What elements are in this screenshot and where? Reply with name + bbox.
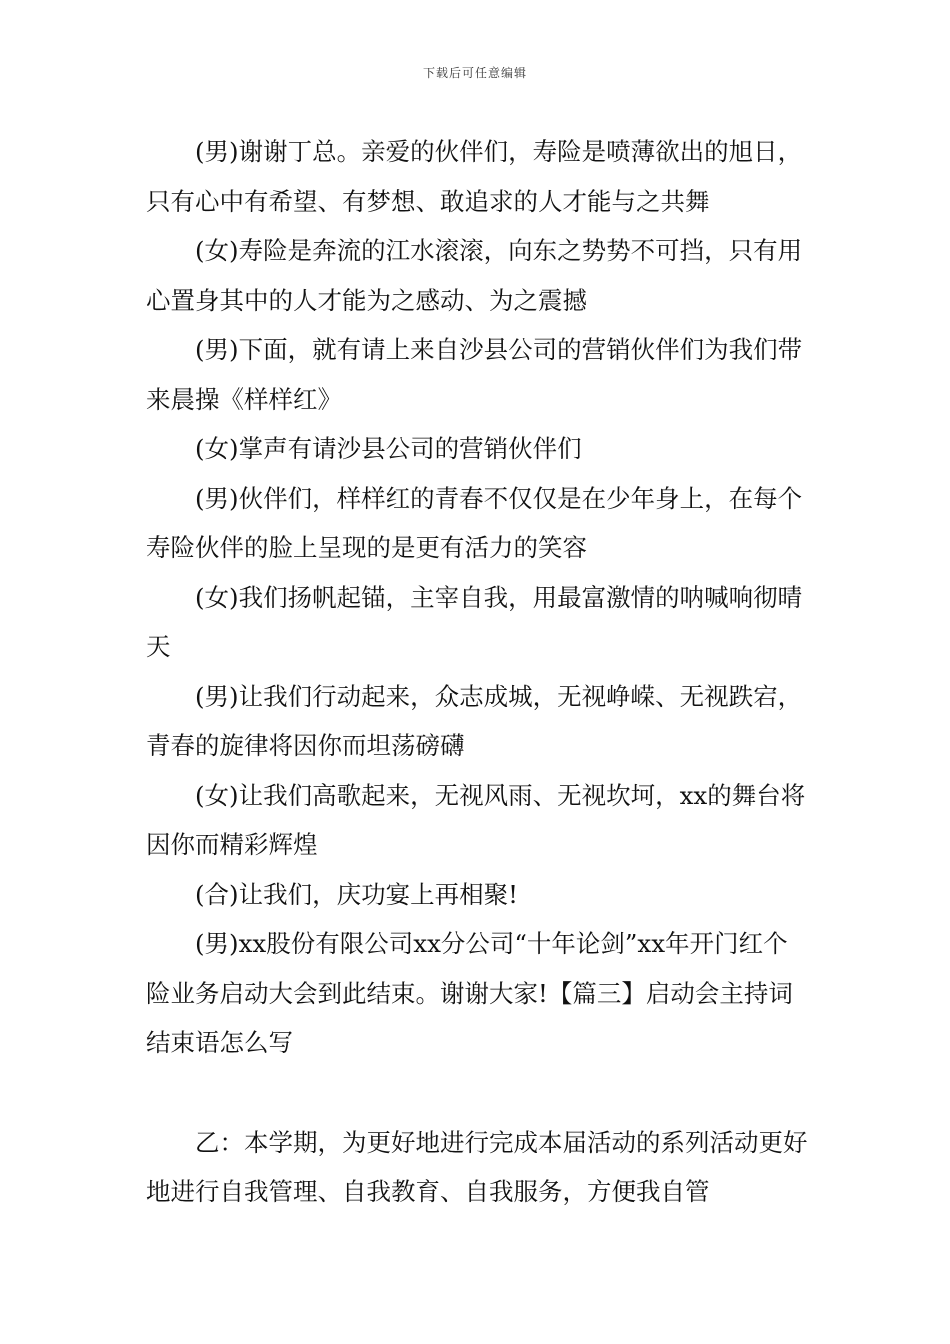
page-header: 下载后可任意编辑: [422, 66, 527, 80]
paragraph: (男)谢谢丁总。亲爱的伙伴们，寿险是喷薄欲出的旭日，只有心中有希望、有梦想、敢追求的人才能与之共舞: [146, 137, 803, 216]
paragraph: 乙：本学期，为更好地进行完成本届活动的系列活动更好地进行自我管理、自我教育、自我服务，方便我自管: [146, 1127, 808, 1206]
paragraph: (男)xx股份有限公司xx分公司“十年论剑”xx年开门红个险业务启动大会到此结束。谢谢大家!【篇三】启动会主持词结束语怎么写: [146, 929, 793, 1057]
document-body: [146, 127, 810, 1217]
paragraph: (男)让我们行动起来，众志成城，无视峥嵘、无视跌宕，青春的旋律将因你而坦荡磅礴: [146, 681, 803, 760]
paragraph: (女)让我们高歌起来，无视风雨、无视坎坷，xx的舞台将因你而精彩辉煌: [146, 780, 806, 859]
paragraph: (女)我们扬帆起锚，主宰自我，用最富激情的呐喊响彻晴天: [146, 582, 803, 661]
blank-line: [146, 1068, 810, 1118]
paragraph: (男)伙伴们，样样红的青春不仅仅是在少年身上，在每个寿险伙伴的脸上呈现的是更有活力的笑容: [146, 483, 803, 562]
paragraph: (女)掌声有请沙县公司的营销伙伴们: [195, 434, 582, 463]
paragraph: (合)让我们，庆功宴上再相聚!: [195, 879, 518, 909]
paragraph: (男)下面，就有请上来自沙县公司的营销伙伴们为我们带来晨操《样样红》: [146, 335, 803, 414]
paragraph: (女)寿险是奔流的江水滚滚，向东之势势不可挡，只有用心置身其中的人才能为之感动、为之震撼: [146, 236, 803, 315]
